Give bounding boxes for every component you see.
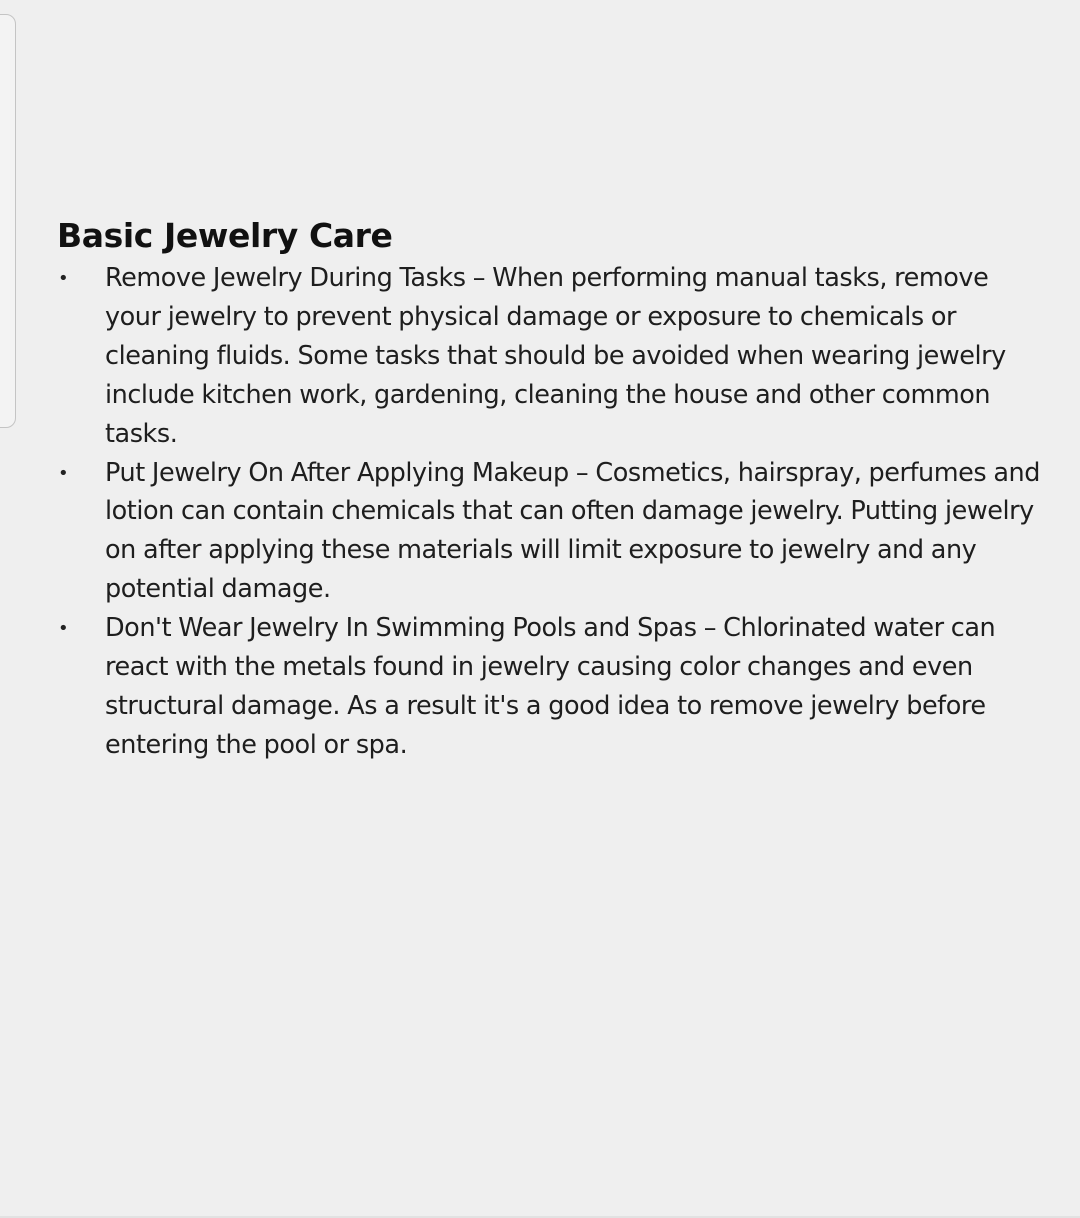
bullet-icon: •	[58, 462, 69, 484]
bullet-icon: •	[58, 618, 69, 640]
bullet-icon: •	[58, 268, 69, 289]
document-title: Basic Jewelry Care	[57, 216, 393, 255]
list-item-text: Put Jewelry On After Applying Makeup – Cosmetics, hairspray, perfumes and lotion can contain chemicals that can often damage jewelry. Putting jewelry on after applying these materials will limit exposure to jewelry and any potential damage.	[105, 457, 1041, 605]
side-panel-tab[interactable]	[0, 14, 16, 428]
list-item-text: Don't Wear Jewelry In Swimming Pools and Spas – Chlorinated water can react with the metals found in jewelry causing color changes and even structural damage. As a result it's a good idea to remove jewelry before entering the pool or spa.	[105, 613, 996, 760]
list-item	[57, 454, 1042, 610]
list-item	[57, 259, 1042, 454]
document-content	[57, 213, 1042, 765]
list-item-text: Remove Jewelry During Tasks – When performing manual tasks, remove your jewelry to prevent physical damage or exposure to chemicals or cleaning fluids. Some tasks that should be avoided when wearing jewelry include kitchen work, gardening, cleaning the house and other common tasks.	[105, 263, 1006, 449]
list-item	[57, 609, 1042, 765]
care-tips-list	[57, 259, 1042, 765]
